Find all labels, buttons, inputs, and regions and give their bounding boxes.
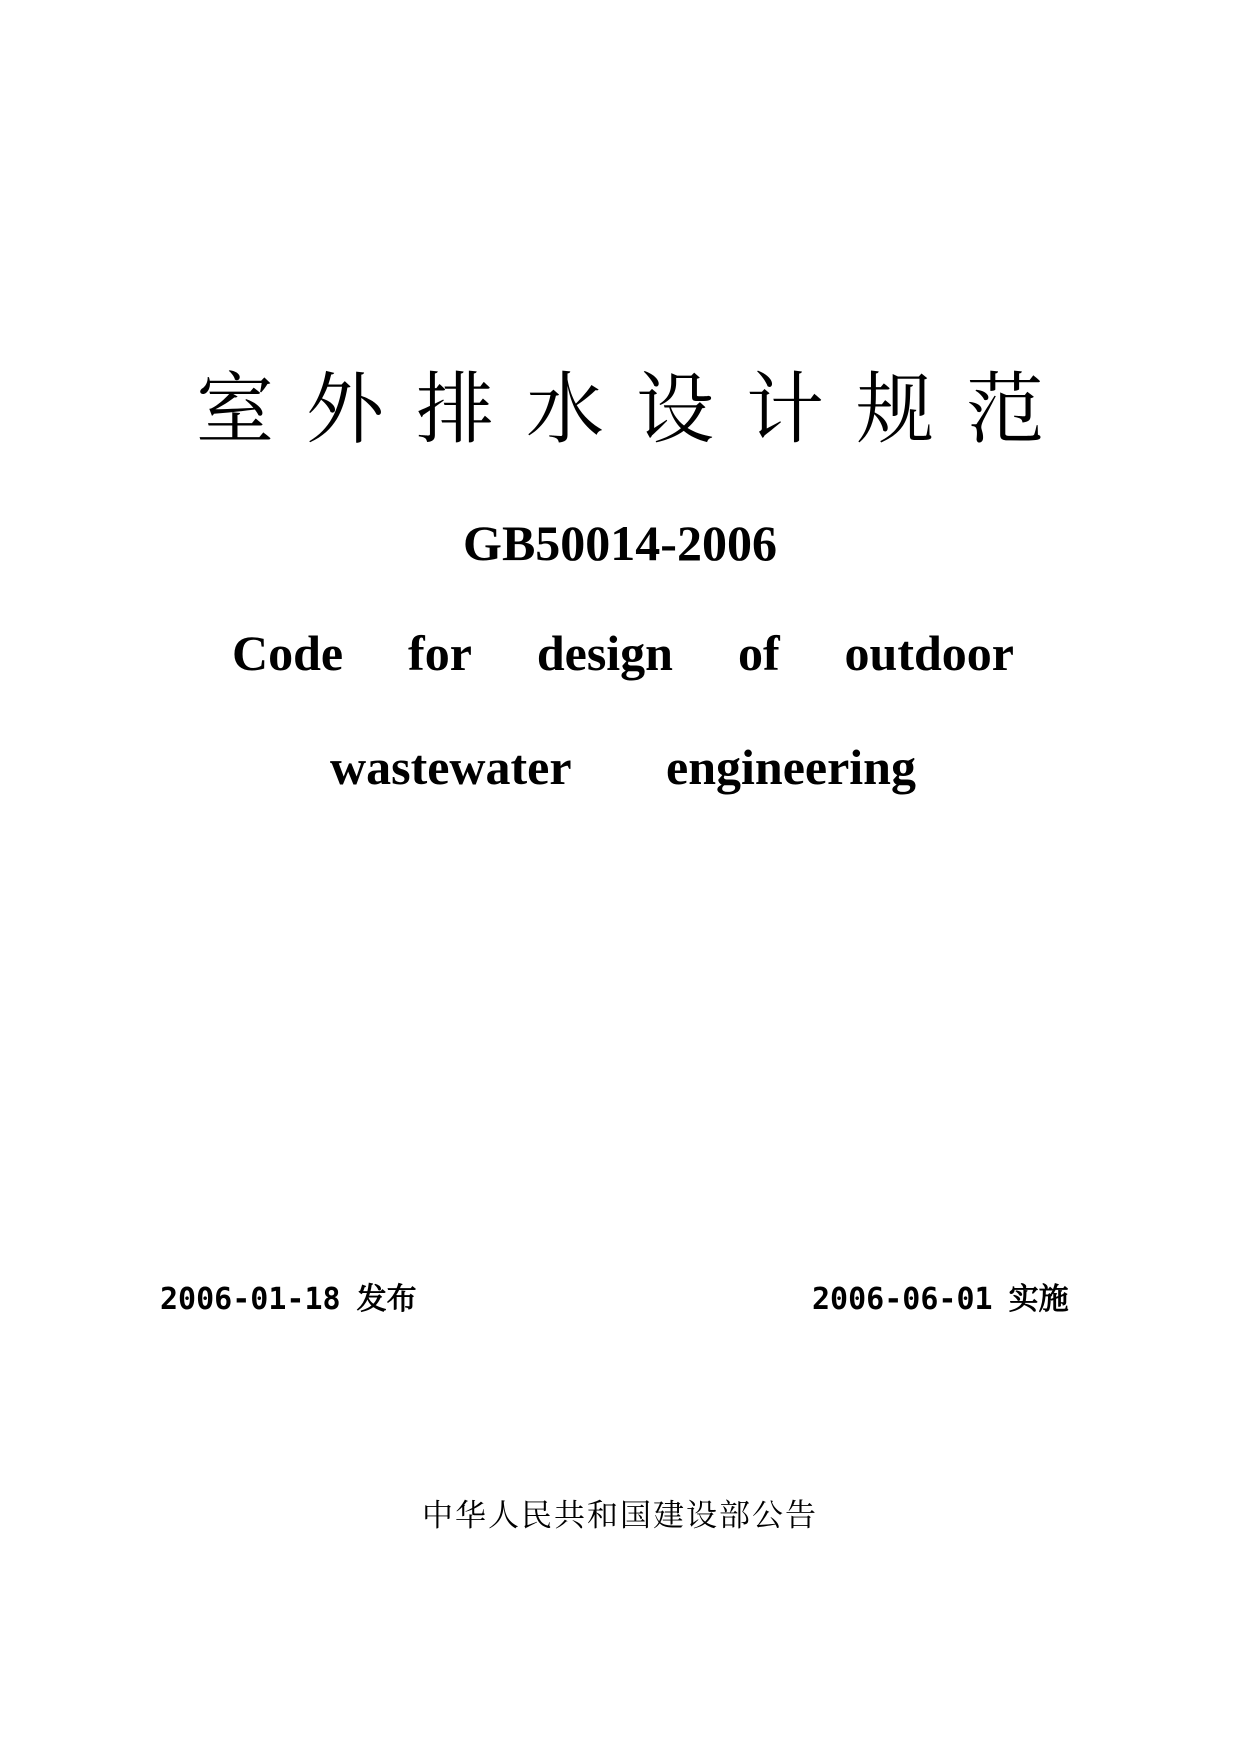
english-title-word: Code <box>232 625 344 681</box>
standard-code: GB50014-2006 <box>463 515 777 571</box>
effective-date: 2006-06-01 <box>812 1282 993 1317</box>
issue-date-block <box>160 1280 417 1320</box>
english-title-line-2 <box>330 732 916 802</box>
english-title-word: engineering <box>666 739 916 795</box>
english-title-word: design <box>536 625 673 681</box>
effective-label: 实施 <box>1008 1282 1069 1317</box>
english-title-word: of <box>737 625 780 681</box>
english-title-word: wastewater <box>330 739 572 795</box>
english-title-line-1 <box>232 618 1014 688</box>
effective-date-block <box>812 1280 1069 1320</box>
issue-date: 2006-01-18 <box>160 1282 341 1317</box>
issue-label: 发布 <box>356 1282 417 1317</box>
chinese-title: 室外排水设计规范 <box>195 365 1076 455</box>
issuing-authority: 中华人民共和国建设部公告 <box>422 1498 818 1534</box>
english-title-word: for <box>408 625 472 681</box>
english-title-word: outdoor <box>844 625 1014 681</box>
